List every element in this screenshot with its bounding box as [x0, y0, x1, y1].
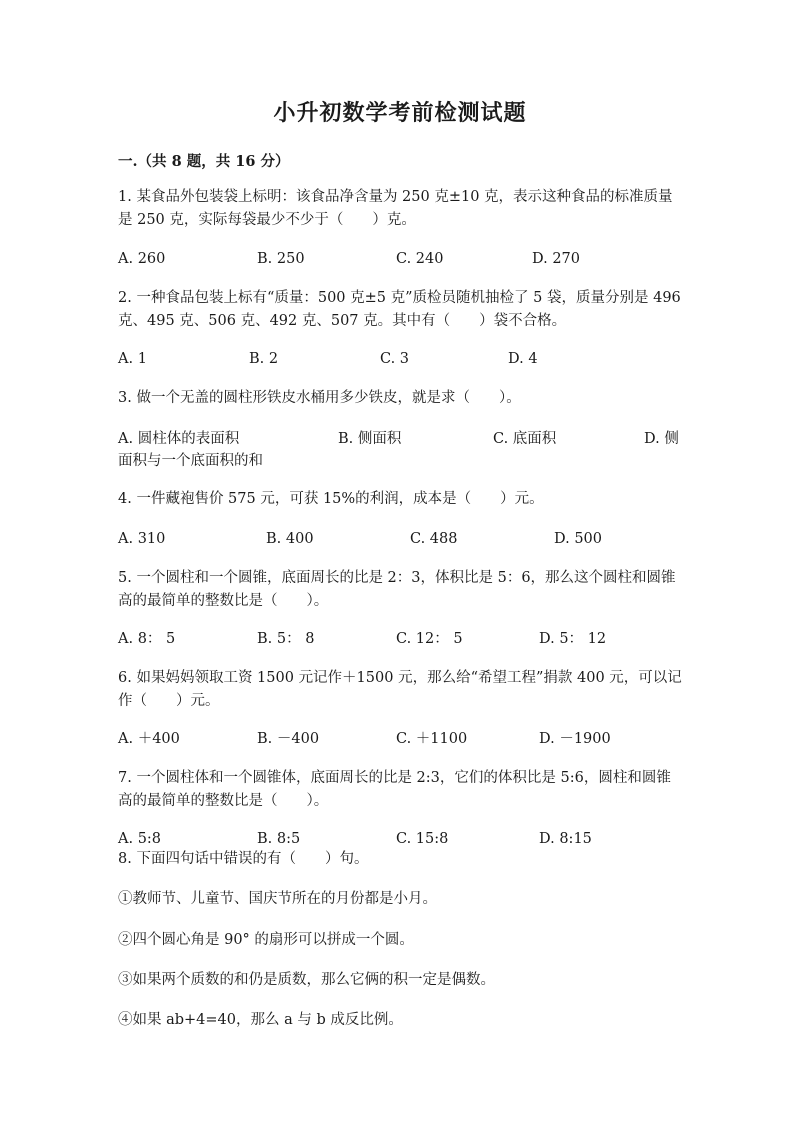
- question-5-options: [118, 629, 683, 649]
- question-1-options: [118, 249, 683, 269]
- question-4-text: 4. 一件藏袍售价 575 元，可获 15%的利润，成本是（ ）元。: [118, 491, 544, 507]
- question-7-text: 7. 一个圆柱体和一个圆锥体，底面周长的比是 2:3，它们的体积比是 5:6，圆柱和圆锥高的最简单的整数比是（ ）。: [118, 770, 671, 809]
- question-3-options: [118, 428, 683, 474]
- q6-option-b: B. －400: [257, 731, 320, 747]
- q3-option-c: C. 底面积: [493, 431, 557, 447]
- q3-option-b: B. 侧面积: [338, 431, 402, 447]
- q5-option-d: D. 5： 12: [539, 631, 607, 647]
- q1-option-b: B. 250: [257, 251, 305, 267]
- question-6-text: 6. 如果妈妈领取工资 1500 元记作＋1500 元，那么给“希望工程”捐款 400 元，可以记作（ ）元。: [118, 670, 682, 709]
- page-title: 小升初数学考前检测试题: [273, 100, 527, 126]
- q4-option-b: B. 400: [266, 531, 314, 547]
- section-heading: 一.（共 8 题，共 16 分）: [118, 153, 290, 170]
- q1-option-d: D. 270: [532, 251, 581, 267]
- question-6-options: [118, 729, 683, 749]
- q8-statement-4: ④如果 ab+4=40，那么 a 与 b 成反比例。: [118, 1012, 403, 1028]
- q8-statement-1: ①教师节、儿童节、国庆节所在的月份都是小月。: [118, 891, 437, 907]
- q5-option-a: A. 8： 5: [118, 631, 176, 647]
- q8-statement-3: ③如果两个质数的和仍是质数，那么它俩的积一定是偶数。: [118, 972, 495, 988]
- q3-option-a: A. 圆柱体的表面积: [118, 431, 240, 447]
- q7-option-c: C. 15:8: [396, 831, 449, 847]
- question-3-text: 3. 做一个无盖的圆柱形铁皮水桶用多少铁皮，就是求（ ）。: [118, 390, 521, 406]
- question-4-options: [118, 529, 683, 549]
- q2-option-b: B. 2: [249, 351, 279, 367]
- q6-option-c: C. ＋1100: [396, 731, 468, 747]
- question-1-text: 1. 某食品外包装袋上标明：该食品净含量为 250 克±10 克，表示这种食品的标准质量是 250 克，实际每袋最少不少于（ ）克。: [118, 189, 673, 228]
- q1-option-a: A. 260: [118, 251, 166, 267]
- question-2-text: 2. 一种食品包装上标有“质量：500 克±5 克”质检员随机抽检了 5 袋，质量分别是 496 克、495 克、506 克、492 克、507 克。其中有（ ）袋不合格。: [118, 290, 681, 329]
- question-2-options: [118, 349, 683, 369]
- q7-option-d: D. 8:15: [539, 831, 592, 847]
- q4-option-a: A. 310: [118, 531, 166, 547]
- q8-statement-2: ②四个圆心角是 90° 的扇形可以拼成一个圆。: [118, 932, 414, 948]
- q2-option-a: A. 1: [118, 351, 147, 367]
- question-7-options: [118, 829, 683, 849]
- question-5-text: 5. 一个圆柱和一个圆锥，底面周长的比是 2：3，体积比是 5：6，那么这个圆柱和圆锥高的最简单的整数比是（ ）。: [118, 570, 676, 609]
- q3-option-d: D. 侧: [644, 431, 679, 447]
- q7-option-b: B. 8:5: [257, 831, 301, 847]
- q6-option-d: D. －1900: [539, 731, 611, 747]
- q3-option-d-continued: 面积与一个底面积的和: [118, 453, 263, 469]
- q5-option-c: C. 12： 5: [396, 631, 463, 647]
- q5-option-b: B. 5： 8: [257, 631, 315, 647]
- q4-option-c: C. 488: [410, 531, 458, 547]
- q6-option-a: A. ＋400: [118, 731, 180, 747]
- q2-option-d: D. 4: [508, 351, 538, 367]
- q4-option-d: D. 500: [554, 531, 603, 547]
- q1-option-c: C. 240: [396, 251, 444, 267]
- question-8-text: 8. 下面四句话中错误的有（ ）句。: [118, 851, 369, 867]
- q7-option-a: A. 5:8: [118, 831, 162, 847]
- q2-option-c: C. 3: [380, 351, 410, 367]
